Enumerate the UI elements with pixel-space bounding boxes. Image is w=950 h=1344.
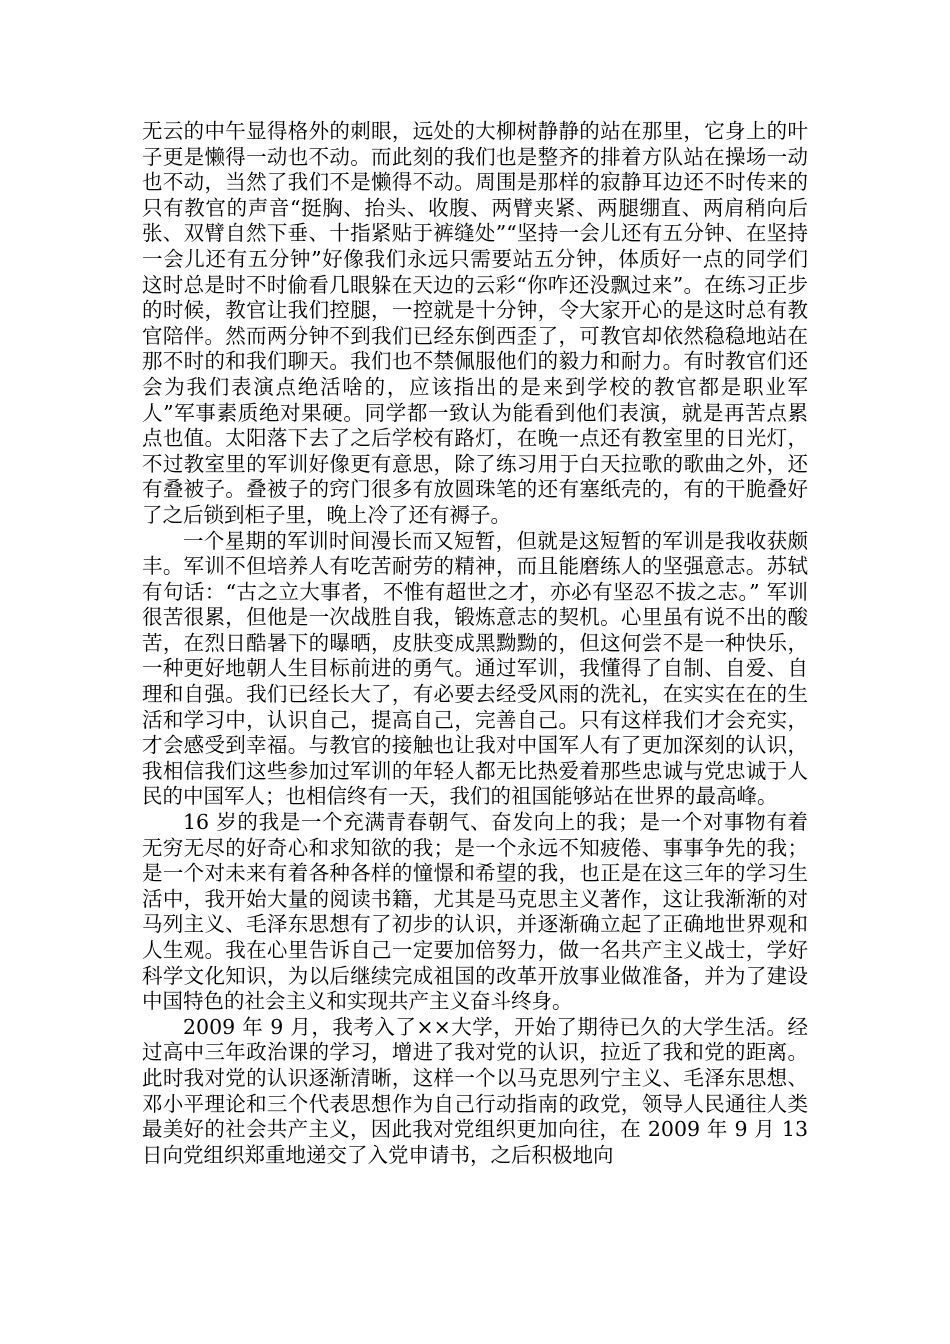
paragraph-university-2009: 2009 年 9 月，我考入了××大学，开始了期待已久的大学生活。经过高中三年政治课的学习，增进了我对党的认识，拉近了我和党的距离。此时我对党的认识逐渐清晰，这样一个以马克思列宁主义、毛泽东思想、邓小平理论和三个代表思想作为自己行动指南的政党，领导人民通往人类最美好的社会共产主义，因此我对党组织更加向往，在 2009 年 9 月 13 日向党组织郑重地递交了入党申请书，之后积极地向: [142, 1014, 808, 1167]
paragraph-training-reflection: 一个星期的军训时间漫长而又短暂，但就是这短暂的军训是我收获颇丰。军训不但培养人有吃苦耐劳的精神，而且能磨练人的坚强意志。苏轼有句话：“古之立大事者，不惟有超世之才，亦必有坚忍不拔之志。” 军训很苦很累，但他是一次战胜自我，锻炼意志的契机。心里虽有说不出的酸苦，在烈日酷暑下的曝晒，皮肤变成黑黝黝的，但这何尝不是一种快乐，一种更好地朝人生目标前进的勇气。通过军训，我懂得了自制、自爱、自理和自强。我们已经长大了，有必要去经受风雨的洗礼，在实实在在的生活和学习中，认识自己，提高自己，完善自己。只有这样我们才会充实，才会感受到幸福。与教官的接触也让我对中国军人有了更加深刻的认识，我相信我们这些参加过军训的年轻人都无比热爱着那些忠诚与党忠诚于人民的中国军人；也相信终有一天，我们的祖国能够站在世界的最高峰。: [142, 528, 808, 809]
document-body: [142, 119, 808, 1168]
paragraph-military-training-scene: 无云的中午显得格外的刺眼，远处的大柳树静静的站在那里，它身上的叶子更是懒得一动也不动。而此刻的我们也是整齐的排着方队站在操场一动也不动，当然了我们不是懒得不动。周围是那样的寂静耳边还不时传来的只有教官的声音“挺胸、抬头、收腹、两臂夹紧、两腿绷直、两肩稍向后张、双臂自然下垂、十指紧贴于裤缝处”“坚持一会儿还有五分钟、在坚持一会儿还有五分钟”好像我们永远只需要站五分钟，体质好一点的同学们这时总是时不时偷看几眼躲在天边的云彩“你咋还没飘过来”。在练习正步的时候，教官让我们控腿，一控就是十分钟，令大家开心的是这时总有教官陪伴。然而两分钟不到我们已经东倒西歪了，可教官却依然稳稳地站在那不时的和我们聊天。我们也不禁佩服他们的毅力和耐力。有时教官们还会为我们表演点绝活啥的，应该指出的是来到学校的教官都是职业军人”军事素质绝对果硬。同学都一致认为能看到他们表演，就是再苦点累点也值。太阳落下去了之后学校有路灯，在晚一点还有教室里的日光灯，不过教室里的军训好像更有意思，除了练习用于白天拉歌的歌曲之外，还有叠被子。叠被子的窍门很多有放圆珠笔的还有塞纸壳的，有的干脆叠好了之后锁到柜子里，晚上冷了还有褥子。: [142, 119, 808, 527]
paragraph-age-sixteen: 16 岁的我是一个充满青春朝气、奋发向上的我；是一个对事物有着无穷无尽的好奇心和求知欲的我；是一个永远不知疲倦、事事争先的我；是一个对未来有着各种各样的憧憬和希望的我，也正是在这三年的学习生活中，我开始大量的阅读书籍，尤其是马克思主义著作，这让我渐渐的对马列主义、毛泽东思想有了初步的认识，并逐渐确立起了正确地世界观和人生观。我在心里告诉自己一定要加倍努力，做一名共产主义战士，学好科学文化知识，为以后继续完成祖国的改革开放事业做准备，并为了建设中国特色的社会主义和实现共产主义奋斗终身。: [142, 810, 808, 1014]
